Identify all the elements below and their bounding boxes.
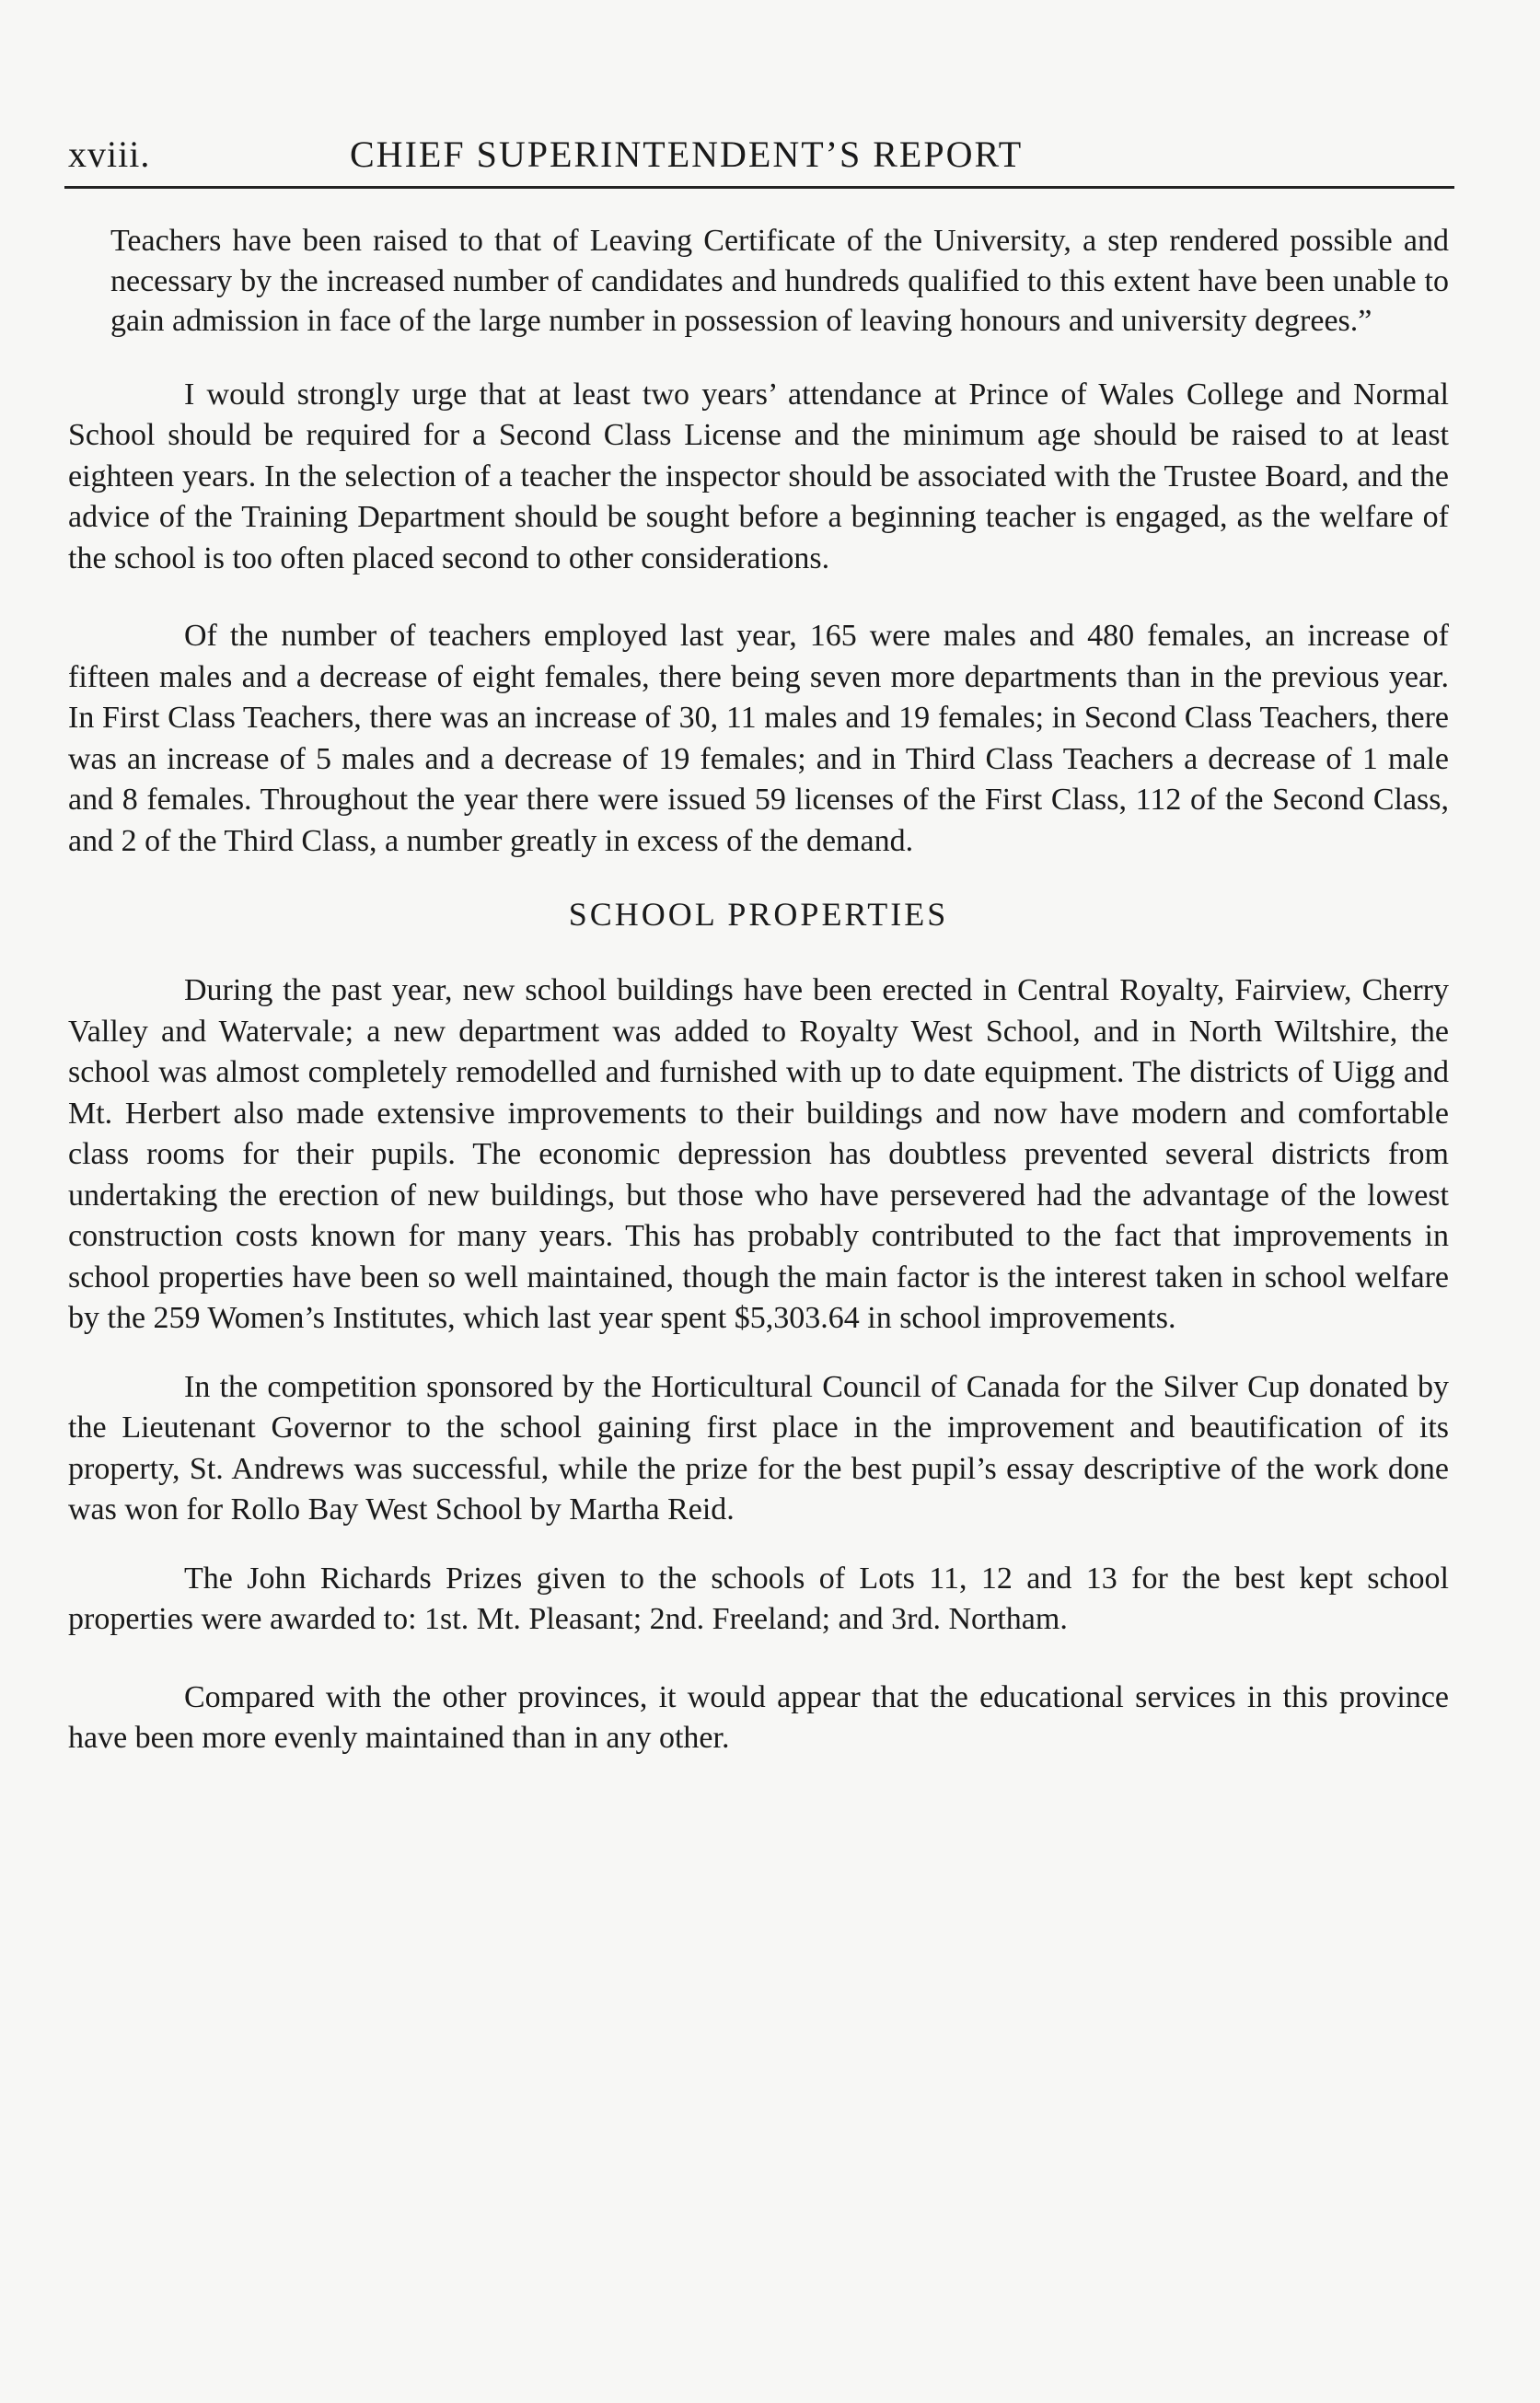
page-number: xviii. [68, 134, 151, 175]
paragraph: In the competition sponsored by the Horticultural Council of Canada for the Silver Cup donated by the Lieutenant Governor to the school gaining first place in the improvement and beautification of its property, St. Andrews was successful, while the prize for the best pupil’s essay descriptive of the work done was won for Rollo Bay West School by Martha Reid. [68, 1369, 1449, 1527]
paragraph: Compared with the other provinces, it would appear that the educational services in this province have been more evenly maintained than in any other. [68, 1679, 1449, 1755]
paragraph: Of the number of teachers employed last year, 165 were males and 480 females, an increase of fifteen males and a decrease of eight females, there being seven more departments than in the previous year. In First Class Teachers, there was an increase of 30, 11 males and 19 females; in Second Class Teachers, there was an increase of 5 males and a decrease of 19 females; and in Third Class Teachers a decrease of 1 male and 8 females. Throughout the year there were issued 59 licenses of the First Class, 112 of the Second Class, and 2 of the Third Class, a number greatly in excess of the demand. [68, 619, 1449, 858]
running-head: CHIEF SUPERINTENDENT’S REPORT [350, 134, 1024, 175]
paragraph: The John Richards Prizes given to the schools of Lots 11, 12 and 13 for the best kept school properties were awarded to: 1st. Mt. Pleasant; 2nd. Freeland; and 3rd. Northam. [68, 1561, 1449, 1636]
page-header [64, 129, 1454, 189]
paragraph: During the past year, new school buildings have been erected in Central Royalty, Fairview, Cherry Valley and Watervale; a new department was added to Royalty West School, and in North Wiltshire, the school was almost completely remodelled and furnished with up to date equipment. The districts of Uigg and Mt. Herbert also made extensive improvements to their buildings and now have modern and comfortable class rooms for their pupils. The economic depression has doubtless prevented several districts from undertaking the erection of new buildings, but those who have persevered had the advantage of the lowest construction costs known for many years. This has probably contributed to the fact that improvements in school properties have been so well maintained, though the main factor is the interest taken in school welfare by the 259 Women’s Institutes, which last year spent $5,303.64 in school improvements. [68, 973, 1449, 1335]
paragraph: Teachers have been raised to that of Leaving Certificate of the University, a step rendered possible and necessary by the increased number of candidates and hundreds qualified to this extent have been unable to gain admission in face of the large number in possession of leaving honours and university degrees.” [110, 224, 1449, 338]
section-heading: SCHOOL PROPERTIES [568, 896, 949, 933]
paragraph: I would strongly urge that at least two years’ attendance at Prince of Wales College and Normal School should be required for a Second Class License and the minimum age should be raised to at least eighteen years. In the selection of a teacher the inspector should be associated with the Trustee Board, and the advice of the Training Department should be sought before a beginning teacher is engaged, as the welfare of the school is too often placed second to other considerations. [68, 377, 1449, 575]
body-text [68, 221, 1449, 1759]
